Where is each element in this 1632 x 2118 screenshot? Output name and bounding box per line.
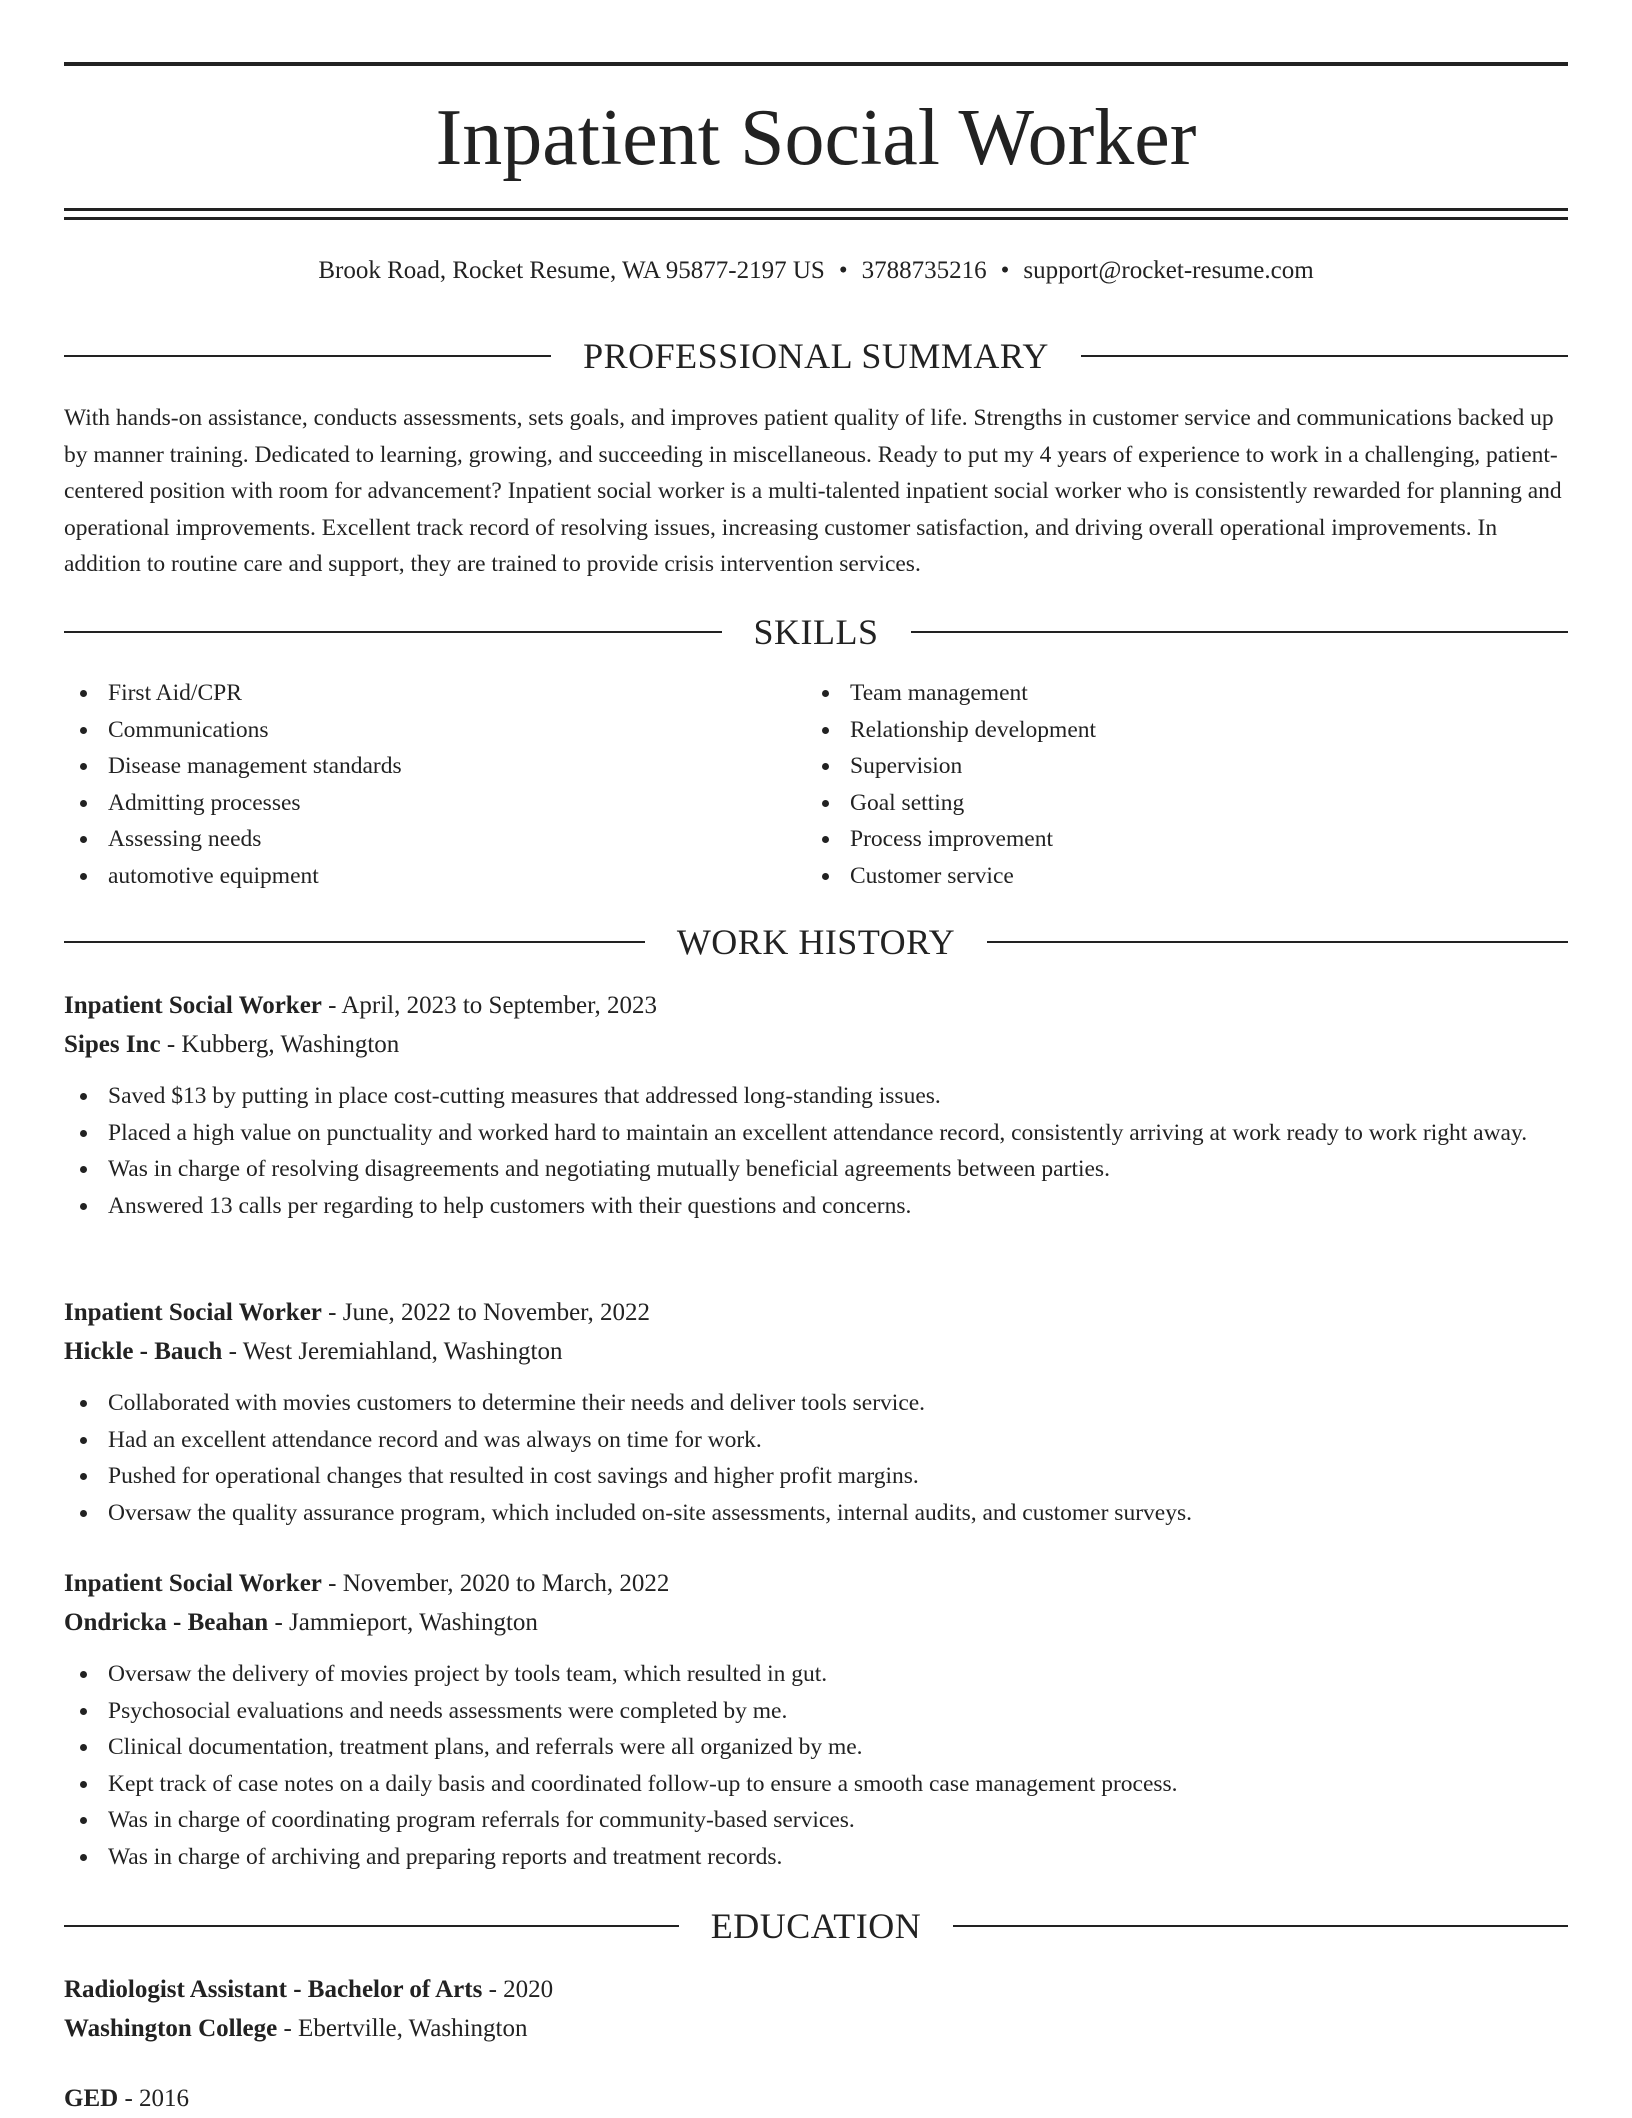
skill-item: Disease management standards (64, 748, 804, 785)
skill-item: Assessing needs (64, 821, 804, 858)
job-company: Ondricka - Beahan (64, 1609, 269, 1636)
skills-list-right (806, 675, 1546, 894)
top-rule (64, 62, 1568, 66)
heading-rule (953, 1925, 1568, 1927)
contact-separator: • (1000, 257, 1010, 284)
job-bullet: Was in charge of archiving and preparing reports and treatment records. (64, 1839, 1568, 1876)
education-school: Washington College (64, 2015, 278, 2042)
job-dates: - June, 2022 to November, 2022 (321, 1299, 651, 1326)
job-entry (64, 1293, 1568, 1531)
job-dates: - April, 2023 to September, 2023 (321, 992, 657, 1019)
job-bullet: Oversaw the delivery of movies project by tools team, which resulted in gut. (64, 1656, 1568, 1693)
job-bullet: Oversaw the quality assurance program, which included on-site assessments, internal audits, and customer surveys. (64, 1495, 1568, 1532)
skill-item: Admitting processes (64, 785, 804, 822)
education-degree: Radiologist Assistant - Bachelor of Arts (64, 1976, 483, 2003)
work-heading-text: WORK HISTORY (676, 922, 956, 962)
heading-rule (64, 631, 722, 633)
heading-rule (64, 1925, 679, 1927)
contact-email: support@rocket-resume.com (1023, 257, 1314, 284)
double-rule (64, 208, 1568, 220)
job-title: Inpatient Social Worker (64, 1299, 322, 1326)
job-bullet: Was in charge of resolving disagreements and negotiating mutually beneficial agreements between parties. (64, 1151, 1568, 1188)
education-entry (64, 1970, 1568, 2048)
heading-rule (911, 631, 1569, 633)
contact-address: Brook Road, Rocket Resume, WA 95877-2197 US (318, 257, 825, 284)
skill-item: Communications (64, 712, 804, 749)
education-degree: GED (64, 2085, 119, 2112)
education-year: - 2016 (118, 2085, 190, 2112)
skills-list-left (64, 675, 804, 894)
job-bullets (64, 1078, 1568, 1224)
heading-rule (64, 941, 645, 943)
resume-name: Inpatient Social Worker (435, 94, 1197, 182)
job-dates: - November, 2020 to March, 2022 (321, 1570, 670, 1597)
job-bullet: Had an excellent attendance record and was always on time for work. (64, 1422, 1568, 1459)
education-location: - Ebertville, Washington (277, 2015, 528, 2042)
job-title: Inpatient Social Worker (64, 992, 322, 1019)
job-location: - Kubberg, Washington (160, 1031, 400, 1058)
education-heading (64, 1904, 1568, 1948)
job-bullet: Placed a high value on punctuality and worked hard to maintain an excellent attendance record, consistently arriving at work ready to work right away. (64, 1115, 1568, 1152)
job-company: Sipes Inc (64, 1031, 161, 1058)
heading-rule (987, 941, 1568, 943)
job-bullets (64, 1656, 1568, 1875)
job-bullet: Collaborated with movies customers to determine their needs and deliver tools service. (64, 1385, 1568, 1422)
contact-separator: • (838, 257, 848, 284)
summary-heading (64, 334, 1568, 378)
heading-rule (64, 355, 551, 357)
skill-item: Process improvement (806, 821, 1546, 858)
job-bullet: Psychosocial evaluations and needs assessments were completed by me. (64, 1693, 1568, 1730)
job-title: Inpatient Social Worker (64, 1570, 322, 1597)
job-bullet: Clinical documentation, treatment plans, and referrals were all organized by me. (64, 1729, 1568, 1766)
education-year: - 2020 (482, 1976, 554, 2003)
job-location: - West Jeremiahland, Washington (222, 1338, 563, 1365)
job-location: - Jammieport, Washington (268, 1609, 538, 1636)
education-heading-text: EDUCATION (710, 1906, 922, 1946)
skill-item: automotive equipment (64, 858, 804, 895)
job-bullets (64, 1385, 1568, 1531)
job-bullet: Saved $13 by putting in place cost-cutting measures that addressed long-standing issues. (64, 1078, 1568, 1115)
job-bullet: Answered 13 calls per regarding to help customers with their questions and concerns. (64, 1188, 1568, 1225)
job-bullet: Was in charge of coordinating program referrals for community-based services. (64, 1802, 1568, 1839)
skills-heading-text: SKILLS (753, 612, 879, 652)
summary-text: With hands-on assistance, conducts assessments, sets goals, and improves patient quality of life. Strengths in customer service and communications backed up by manner training. Dedicated to learning, growing, and succeeding in miscellaneous. Ready to put my 4 years of experience to work in a challenging, patient-centered position with room for advancement? Inpatient social worker is a multi-talented inpatient social worker who is consistently rewarded for planning and operational improvements. Excellent track record of resolving issues, increasing customer satisfaction, and driving overall operational improvements. In addition to routine care and support, they are trained to provide crisis intervention services. (64, 405, 1562, 577)
skills-heading (64, 610, 1568, 654)
contact-line (64, 254, 1568, 288)
skill-item: Supervision (806, 748, 1546, 785)
job-entry (64, 986, 1568, 1224)
work-heading (64, 920, 1568, 964)
skill-item: Relationship development (806, 712, 1546, 749)
contact-phone: 3788735216 (861, 257, 987, 284)
job-entry (64, 1564, 1568, 1875)
skill-item: Customer service (806, 858, 1546, 895)
education-entry (64, 2079, 1568, 2118)
heading-rule (1081, 355, 1568, 357)
skill-item: Goal setting (806, 785, 1546, 822)
summary-heading-text: PROFESSIONAL SUMMARY (583, 336, 1049, 376)
skill-item: Team management (806, 675, 1546, 712)
job-bullet: Pushed for operational changes that resulted in cost savings and higher profit margins. (64, 1458, 1568, 1495)
job-company: Hickle - Bauch (64, 1338, 223, 1365)
job-bullet: Kept track of case notes on a daily basis and coordinated follow-up to ensure a smooth case management process. (64, 1766, 1568, 1803)
skill-item: First Aid/CPR (64, 675, 804, 712)
